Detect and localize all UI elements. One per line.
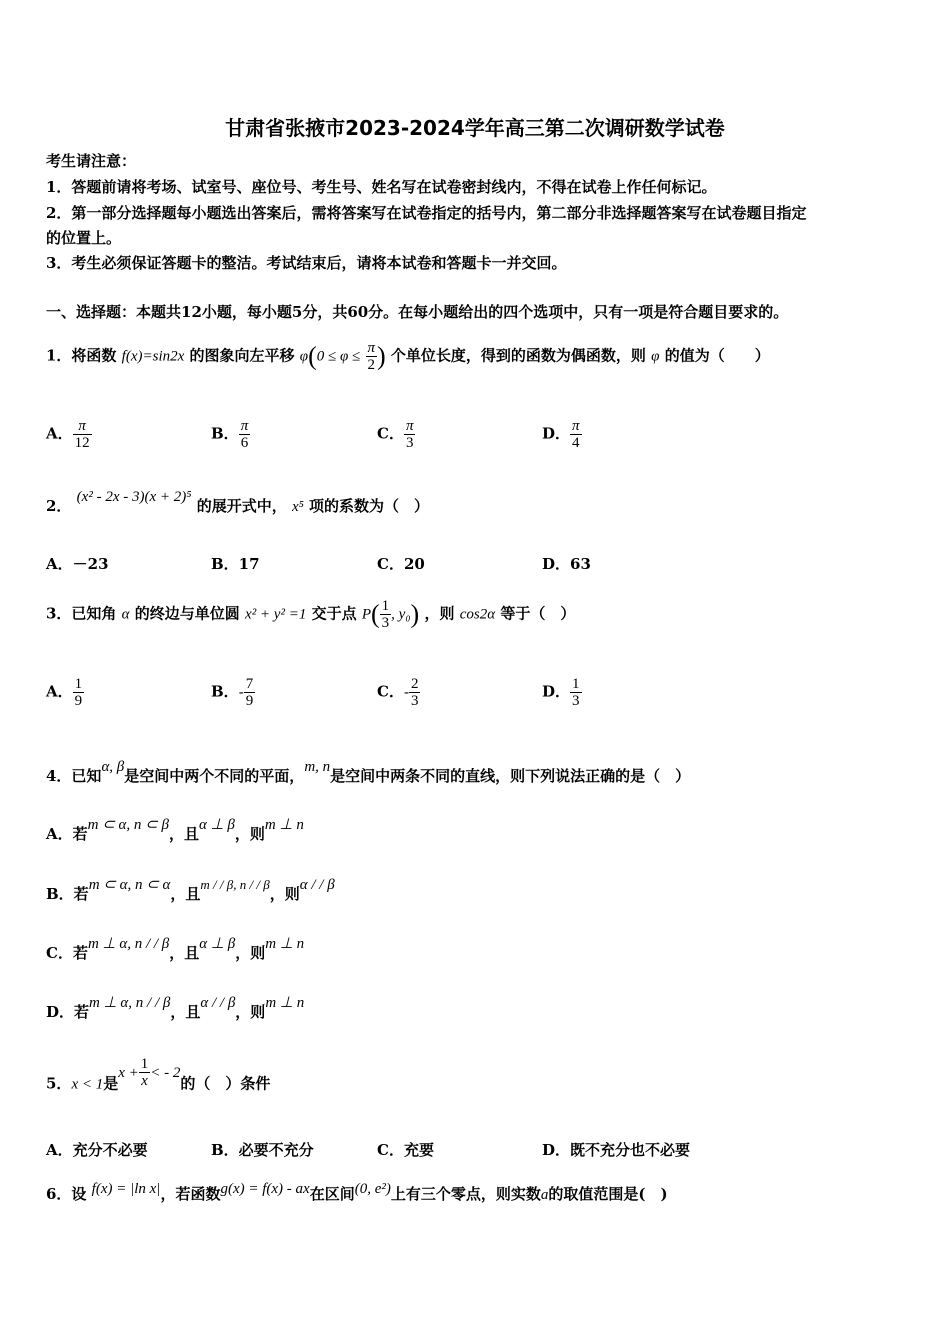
q5-option-b[interactable]: B．必要不充分 [211, 1141, 314, 1159]
q1-option-b[interactable]: B． $\frac{\pi}{6}$ [211, 418, 249, 451]
question-2: 2． (x² - 2x - 3)(x + 2)⁵ 的展开式中， x⁵ 项的系数为（ ） [46, 489, 430, 515]
q2-term: x⁵ [291, 499, 304, 515]
q5-option-a[interactable]: A．充分不必要 [46, 1141, 148, 1159]
q3-option-d[interactable]: D． $\frac{1}{3}$ [542, 676, 580, 709]
q5-option-c[interactable]: C．充要 [377, 1141, 434, 1159]
q1-option-a[interactable]: A． $\frac{\pi}{12}$ [46, 418, 90, 451]
q5-condition: x < 1 [71, 1076, 104, 1093]
q3-option-a[interactable]: A． $\frac{1}{9}$ [46, 676, 83, 709]
q4-option-c[interactable]: C．若m ⊥ α, n / / β，且α ⊥ β，则m ⊥ n [46, 936, 305, 962]
notice-item-3: 3．考生必须保证答题卡的整洁。考试结束后，请将本试卷和答题卡一并交回。 [46, 254, 567, 272]
q4-option-a[interactable]: A．若m ⊂ α, n ⊂ β，且α ⊥ β，则m ⊥ n [46, 817, 304, 843]
notice-item-2-cont: 的位置上。 [46, 229, 122, 247]
q6-g: g(x) = f(x) - ax [220, 1181, 310, 1197]
q6-a: a [540, 1187, 549, 1203]
q1-text-tail: 个单位长度，得到的函数为偶函数，则 [390, 346, 646, 365]
q6-interval: (0, e²) [354, 1181, 391, 1197]
q1-text-mid: 的图象向左平移 [189, 346, 295, 365]
q1-function: f(x)=sin2x [121, 348, 185, 365]
q5-option-d[interactable]: D．既不充分也不必要 [542, 1141, 691, 1159]
notice-item-1: 1．答题前请将考场、试室号、座位号、考生号、姓名写在试卷密封线内，不得在试卷上作任何标记。 [46, 178, 717, 196]
q6-f: f(x) = |ln x| [91, 1181, 161, 1197]
q2-option-a[interactable]: A．－23 [46, 555, 109, 573]
q1-condition: 0 ≤ φ ≤ [316, 348, 361, 365]
section-heading: 一、选择题：本题共12小题，每小题5分，共60分。在每小题给出的四个选项中，只有一项是符合题目要求的。 [46, 303, 789, 321]
q3-unit-circle: x² + y² =1 [245, 606, 307, 623]
q1-option-c[interactable]: C． $\frac{\pi}{3}$ [377, 418, 414, 451]
q1-text: 1．将函数 [46, 346, 117, 365]
q3-cos2a: cos2α [459, 606, 496, 623]
notice-heading: 考生请注意： [46, 152, 137, 170]
q1-phi: φ [299, 348, 309, 365]
q4-planes: α, β [101, 759, 125, 775]
q2-option-b[interactable]: B．17 [211, 555, 260, 573]
q4-option-d[interactable]: D．若m ⊥ α, n / / β，且α / / β，则m ⊥ n [46, 995, 305, 1021]
q3-one-third: $\frac{1}{3}$ [381, 598, 390, 631]
q2-option-d[interactable]: D．63 [542, 555, 591, 573]
question-3: 3．已知角 α 的终边与单位圆 x² + y² =1 交于点 P( $\frac{1}{3}$ , y₀) ，则 cos2α 等于（ ） [46, 598, 576, 631]
q4-lines: m, n [304, 759, 331, 775]
question-6: 6．设 f(x) = |ln x|，若函数g(x) = f(x) - ax在区间(0, e²)上有三个零点，则实数a的取值范围是( ) [46, 1181, 668, 1203]
q4-option-b[interactable]: B．若m ⊂ α, n ⊂ α，且m / / β, n / / β，则α / / β [46, 877, 335, 903]
q2-option-c[interactable]: C．20 [377, 555, 425, 573]
q3-point: P [361, 606, 371, 623]
notice-item-2: 2．第一部分选择题每小题选出答案后，需将答案写在试卷指定的括号内，第二部分非选择题答案写在试卷题目指定 [46, 204, 807, 222]
q1-pi-over-2: $\frac{\pi}{2}$ [367, 340, 376, 373]
q3-option-c[interactable]: C．- $\frac{2}{3}$ [377, 676, 419, 709]
question-4: 4．已知α, β是空间中两个不同的平面，m, n是空间中两条不同的直线，则下列说法正确的是（ ） [46, 759, 691, 785]
q1-phi-2: φ [651, 348, 660, 365]
q3-option-b[interactable]: B．- $\frac{7}{9}$ [211, 676, 254, 709]
page-title: 甘肃省张掖市2023-2024学年高三第二次调研数学试卷 [225, 116, 725, 140]
q1-option-d[interactable]: D． $\frac{\pi}{4}$ [542, 418, 580, 451]
q2-expression: (x² - 2x - 3)(x + 2)⁵ [76, 489, 192, 505]
question-1: 1．将函数 f(x)=sin2x 的图象向左平移 φ(0 ≤ φ ≤ $\frac{\pi}{2}$ ) 个单位长度，得到的函数为偶函数，则 φ 的值为（ ） [46, 340, 770, 373]
q1-answer-blank: 的值为（ ） [664, 346, 770, 365]
q3-alpha: α [121, 606, 130, 623]
question-5: 5．x < 1是x + $\frac{1}{x}$ < - 2的（ ）条件 [46, 1056, 271, 1093]
